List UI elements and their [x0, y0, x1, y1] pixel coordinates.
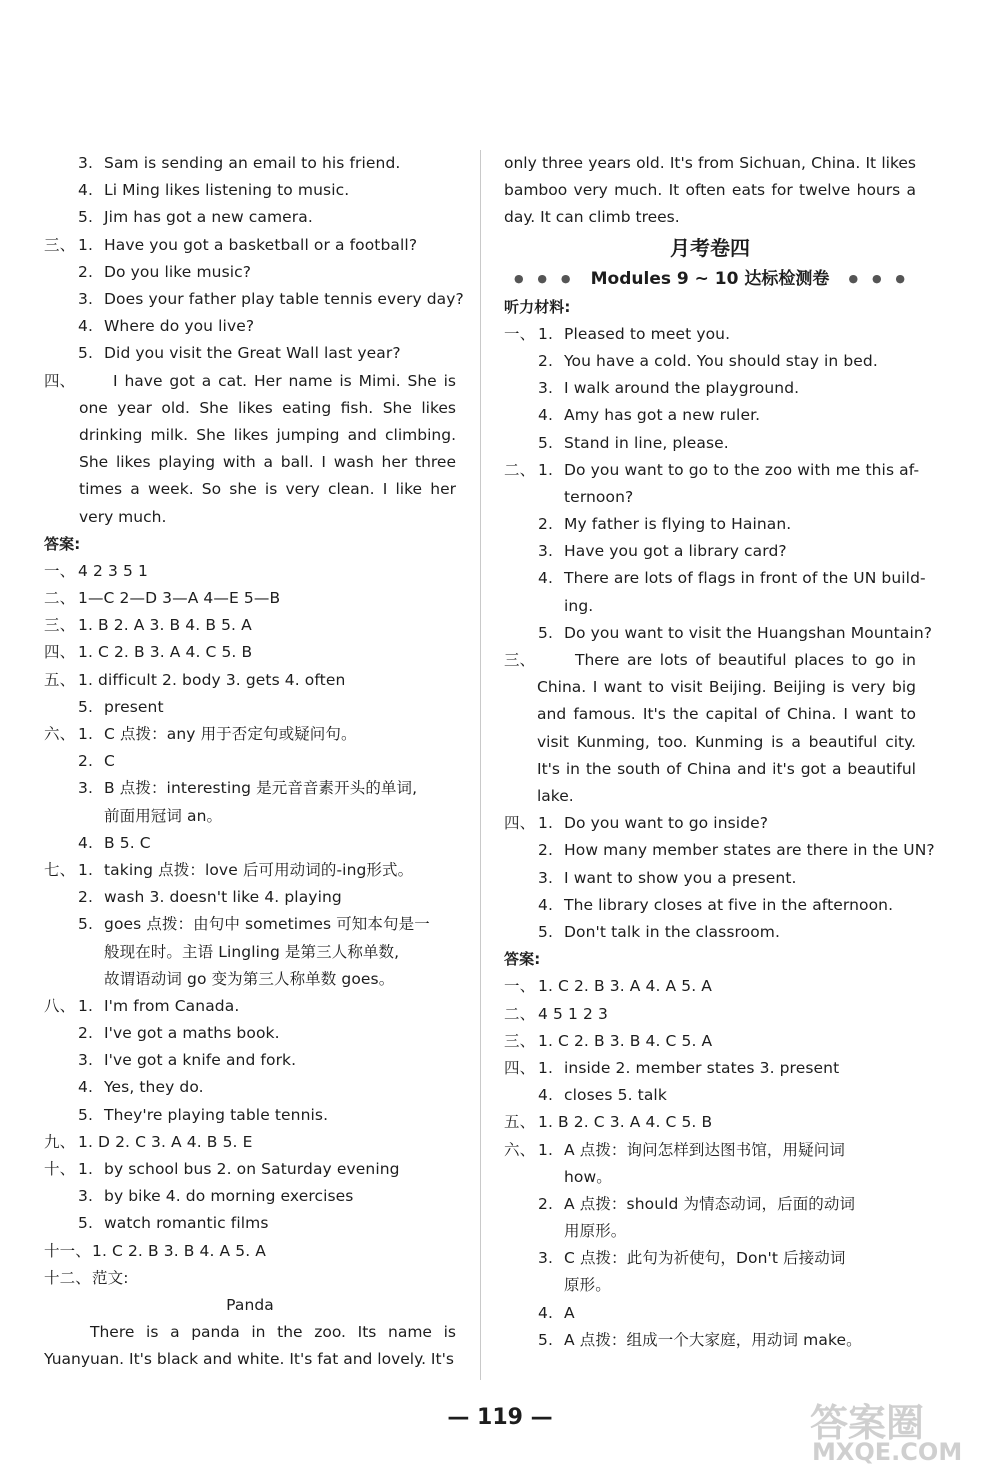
section-title: 月考卷四: [670, 235, 750, 260]
item-text: 用原形。: [564, 1222, 627, 1241]
list-item: [504, 1001, 916, 1028]
essay-paragraph: There is a panda in the zoo. Its name is Yuanyuan. It's black and white. It's fat and lovely. It's: [44, 1323, 456, 1369]
list-item: [504, 973, 916, 1000]
section-label: 八、: [44, 996, 76, 1015]
list-item: [44, 748, 456, 775]
item-number: 1.: [538, 1140, 553, 1159]
list-item: [44, 721, 456, 748]
answers-heading: 答案:: [44, 534, 81, 553]
item-text: Do you want to visit the Huangshan Mountain?: [564, 623, 933, 642]
modules-title-text: Modules 9 ~ 10 达标检测卷: [590, 268, 830, 289]
item-text: C 点拨：any 用于否定句或疑问句。: [104, 725, 357, 744]
watermark-text: MXQE.COM: [812, 1438, 963, 1466]
list-item: [504, 865, 916, 892]
list-item: 3. Sam is sending an email to his friend.: [78, 154, 401, 172]
list-item: [504, 892, 916, 919]
item-text: C: [104, 752, 115, 771]
list-item: [504, 837, 935, 864]
list-item: [504, 1109, 916, 1136]
item-number: 1.: [78, 1160, 93, 1179]
item-text: 1. C 2. B 3. A 4. C 5. B: [78, 643, 253, 662]
list-item: 3. Does your father play table tennis every day?: [78, 289, 464, 308]
list-item: [44, 1020, 456, 1047]
item-text: 故谓语动词 go 变为第三人称单数 goes。: [104, 969, 395, 988]
item-text: You have a cold. You should stay in bed.: [564, 351, 878, 370]
item-text: 1—C 2—D 3—A 4—E 5—B: [78, 589, 281, 608]
section-label: 七、: [44, 860, 76, 879]
list-item: [44, 1156, 456, 1183]
section-label: 二、: [44, 589, 76, 608]
item-text: Pleased to meet you.: [564, 324, 731, 343]
list-item: [44, 857, 456, 884]
list-item: [44, 667, 456, 694]
item-text: How many member states are there in the UN?: [564, 841, 935, 860]
list-item: [504, 1164, 916, 1191]
item-text: inside 2. member states 3. present: [564, 1058, 840, 1077]
list-item: [504, 1300, 916, 1327]
item-number: 4.: [78, 833, 93, 852]
answers-heading: 答案:: [504, 950, 541, 969]
item-number: 3.: [538, 868, 553, 887]
list-item: [504, 810, 916, 837]
section-label: 四、: [44, 643, 76, 662]
item-number: 3.: [538, 542, 553, 561]
item-number: 4.: [78, 1078, 93, 1097]
item-number: 5.: [78, 697, 93, 716]
list-item: [504, 430, 916, 457]
item-text: 范文:: [92, 1268, 129, 1287]
item-text: 原形。: [564, 1276, 611, 1295]
page-number: — 119 —: [447, 1405, 553, 1430]
essay-continuation: only three years old. It's from Sichuan, China. It likes bamboo very much. It often eats for twelve hours a day. It can climb trees.: [504, 154, 916, 227]
section-label: 四、: [44, 371, 76, 390]
item-text: Have you got a library card?: [564, 542, 787, 561]
list-item: [44, 1238, 456, 1265]
item-text: They're playing table tennis.: [104, 1105, 329, 1124]
list-item: [504, 919, 916, 946]
item-text: C 点拨：此句为祈使句，Don't 后接动词: [564, 1249, 846, 1268]
item-text: 1. difficult 2. body 3. gets 4. often: [78, 670, 346, 689]
item-text: I walk around the playground.: [564, 379, 800, 398]
list-item: [44, 1102, 456, 1129]
item-number: 1.: [78, 996, 93, 1015]
list-item: [44, 1183, 456, 1210]
item-number: 2.: [538, 841, 553, 860]
item-number: 4.: [538, 406, 553, 425]
item-text: 1. C 2. B 3. B 4. C 5. A: [538, 1031, 713, 1050]
section-label: 二、: [504, 460, 536, 479]
list-item: [44, 884, 456, 911]
list-item: [44, 558, 456, 585]
section-label: 一、: [504, 977, 536, 996]
list-item: 5. Jim has got a new camera.: [78, 208, 313, 227]
list-item: [504, 1055, 916, 1082]
section-label: 四、: [504, 1058, 536, 1077]
section-label: 十二、: [44, 1268, 91, 1287]
list-item: [44, 639, 456, 666]
section-label: 四、: [504, 814, 536, 833]
section-label: 五、: [44, 670, 76, 689]
right-column: [504, 150, 935, 1354]
listening-paragraph: There are lots of beautiful places to go in China. I want to visit Beijing. Beijing is very big and famous. It's the capital of China. I want to visit Kunming, too. Kunming is a beautiful city. It's in the south of China and it's got a beautiful lake.: [537, 651, 916, 806]
section-label: 三、: [44, 235, 76, 254]
list-item: 4. Where do you live?: [78, 317, 255, 336]
item-number: 3.: [78, 1187, 93, 1206]
list-item: [504, 457, 920, 484]
item-text: A 点拨：should 为情态动词，后面的动词: [564, 1194, 856, 1213]
item-number: 2.: [78, 888, 93, 907]
list-item: [504, 620, 933, 647]
item-number: 4.: [538, 895, 553, 914]
item-number: 3.: [78, 779, 93, 798]
item-number: 3.: [538, 1249, 553, 1268]
item-text: by school bus 2. on Saturday evening: [104, 1160, 400, 1179]
item-number: 2.: [538, 1194, 553, 1213]
item-text: Don't talk in the classroom.: [564, 923, 781, 942]
column-divider: [480, 150, 481, 1380]
item-text: taking 点拨：love 后可用动词的-ing形式。: [104, 860, 414, 879]
answer-list: [44, 558, 456, 1292]
item-text: 1. B 2. A 3. B 4. B 5. A: [78, 616, 252, 635]
listening-paragraph-block: [504, 647, 916, 810]
list-item: [504, 1028, 916, 1055]
list-item: [504, 1327, 916, 1354]
item-text: I'm from Canada.: [104, 996, 240, 1015]
list-item: [44, 1210, 456, 1237]
listening-section-1: [504, 321, 916, 457]
item-number: 1.: [538, 814, 553, 833]
list-item: [44, 585, 456, 612]
list-item: [44, 1047, 456, 1074]
item-text: Yes, they do.: [104, 1078, 204, 1097]
item-number: 4.: [538, 569, 553, 588]
list-item: [44, 694, 456, 721]
item-number: 5.: [538, 623, 553, 642]
item-text: There are lots of flags in front of the UN build-: [564, 569, 926, 588]
item-text: B 5. C: [104, 833, 151, 852]
item-text: 前面用冠词 an。: [104, 806, 223, 825]
list-item: [504, 1082, 916, 1109]
list-item: [44, 966, 456, 993]
item-text: My father is flying to Hainan.: [564, 515, 792, 534]
item-number: 2.: [78, 1024, 93, 1043]
list-item: [504, 348, 916, 375]
item-text: 1. D 2. C 3. A 4. B 5. E: [78, 1132, 253, 1151]
section-label: 二、: [504, 1004, 536, 1023]
watermark-stamp: 答案圈: [810, 1401, 925, 1445]
list-item: [504, 565, 926, 592]
item-text: The library closes at five in the afternoon.: [564, 895, 894, 914]
item-text: I've got a knife and fork.: [104, 1051, 297, 1070]
item-text: 1. C 2. B 3. B 4. A 5. A: [92, 1241, 266, 1260]
list-item: [504, 538, 916, 565]
listening-paragraph-block: [44, 368, 456, 531]
section-label: 三、: [44, 616, 76, 635]
item-number: 3.: [538, 379, 553, 398]
section-label: 五、: [504, 1113, 536, 1132]
item-number: 1.: [538, 324, 553, 343]
item-text: by bike 4. do morning exercises: [104, 1187, 354, 1206]
essay-title: Panda: [226, 1295, 274, 1314]
list-item: [504, 402, 916, 429]
list-item: [44, 993, 456, 1020]
list-item: [504, 1218, 916, 1245]
list-item: [504, 321, 916, 348]
item-number: 5.: [78, 1105, 93, 1124]
section-subtitle: [504, 264, 916, 294]
item-number: 3.: [78, 1051, 93, 1070]
listening-section-4: [504, 810, 935, 946]
item-text: A: [564, 1303, 575, 1322]
section-label: 十一、: [44, 1241, 91, 1260]
list-item: [44, 939, 456, 966]
item-text: watch romantic films: [104, 1214, 269, 1233]
item-text: 1. B 2. C 3. A 4. C 5. B: [538, 1113, 713, 1132]
list-item: [44, 911, 456, 938]
list-item: 三、 1. Have you got a basketball or a football?: [44, 232, 456, 259]
list-item: 4. Li Ming likes listening to music.: [78, 181, 350, 200]
item-text: ternoon?: [564, 487, 634, 506]
item-number: 4.: [538, 1303, 553, 1322]
section-label: 三、: [504, 1031, 536, 1050]
list-item: [504, 375, 916, 402]
list-item: [504, 511, 916, 538]
item-text: I've got a maths book.: [104, 1024, 280, 1043]
answer-list: [504, 973, 916, 1354]
item-number: 4.: [538, 1086, 553, 1105]
item-number: 1.: [78, 725, 93, 744]
item-text: closes 5. talk: [564, 1086, 667, 1105]
list-item: [504, 1137, 916, 1164]
item-text: A 点拨：询问怎样到达图书馆，用疑问词: [564, 1140, 845, 1159]
list-item: [504, 1272, 916, 1299]
section-label: 九、: [44, 1132, 76, 1151]
decor-dots-icon: ● ● ●: [848, 271, 910, 285]
item-text: Amy has got a new ruler.: [564, 406, 761, 425]
item-text: 般现在时。主语 Lingling 是第三人称单数,: [104, 942, 400, 961]
item-number: 5.: [78, 915, 93, 934]
item-number: 2.: [78, 752, 93, 771]
section-label: 六、: [504, 1140, 536, 1159]
listening-heading: 听力材料:: [504, 297, 571, 316]
item-number: 5.: [78, 1214, 93, 1233]
item-number: 1.: [538, 460, 553, 479]
item-text: wash 3. doesn't like 4. playing: [104, 888, 342, 907]
item-number: 2.: [538, 351, 553, 370]
section-label: 十、: [44, 1160, 76, 1179]
item-text: goes 点拨：由句中 sometimes 可知本句是一: [104, 915, 430, 934]
item-text: ing.: [564, 596, 594, 615]
section-label: 六、: [44, 725, 76, 744]
item-text: Do you want to go to the zoo with me this af-: [564, 460, 920, 479]
list-item: [504, 484, 916, 511]
list-item: 5. Did you visit the Great Wall last year?: [78, 344, 401, 363]
left-column: [44, 150, 464, 1374]
list-item: [44, 1074, 456, 1101]
item-number: 5.: [538, 923, 553, 942]
item-text: Do you want to go inside?: [564, 814, 769, 833]
list-item: [44, 612, 456, 639]
item-number: 5.: [538, 1330, 553, 1349]
item-text: A 点拨：组成一个大家庭，用动词 make。: [564, 1330, 862, 1349]
item-text: B 点拨：interesting 是元音音素开头的单词,: [104, 779, 418, 798]
item-text: Stand in line, please.: [564, 433, 729, 452]
section-label: 三、: [504, 651, 536, 670]
section-label: 一、: [44, 561, 76, 580]
list-item: [504, 593, 916, 620]
list-item: [44, 1265, 456, 1292]
item-text: 4 5 1 2 3: [538, 1004, 608, 1023]
item-number: 1.: [538, 1058, 553, 1077]
listening-section-2: [504, 457, 933, 647]
list-item: [44, 830, 456, 857]
list-item: [504, 1191, 916, 1218]
item-text: how。: [564, 1167, 612, 1186]
listening-paragraph: I have got a cat. Her name is Mimi. She is one year old. She likes eating fish. She likes drinking milk. She likes jumping and climbing. She likes playing with a ball. I wash her three times a week. So she is very clean. I like her very much.: [79, 371, 456, 526]
item-number: 1.: [78, 860, 93, 879]
list-item: [44, 803, 456, 830]
list-item: 2. Do you like music?: [78, 262, 252, 281]
decor-dots-icon: ● ● ●: [514, 271, 576, 285]
item-text: 1. C 2. B 3. A 4. A 5. A: [538, 977, 712, 996]
item-text: I want to show you a present.: [564, 868, 797, 887]
section-label: 一、: [504, 324, 536, 343]
item-number: 2.: [538, 515, 553, 534]
list-item: [44, 775, 456, 802]
item-text: present: [104, 697, 164, 716]
item-number: 5.: [538, 433, 553, 452]
list-item: [44, 1129, 456, 1156]
list-item: [504, 1245, 916, 1272]
item-text: 4 2 3 5 1: [78, 561, 148, 580]
